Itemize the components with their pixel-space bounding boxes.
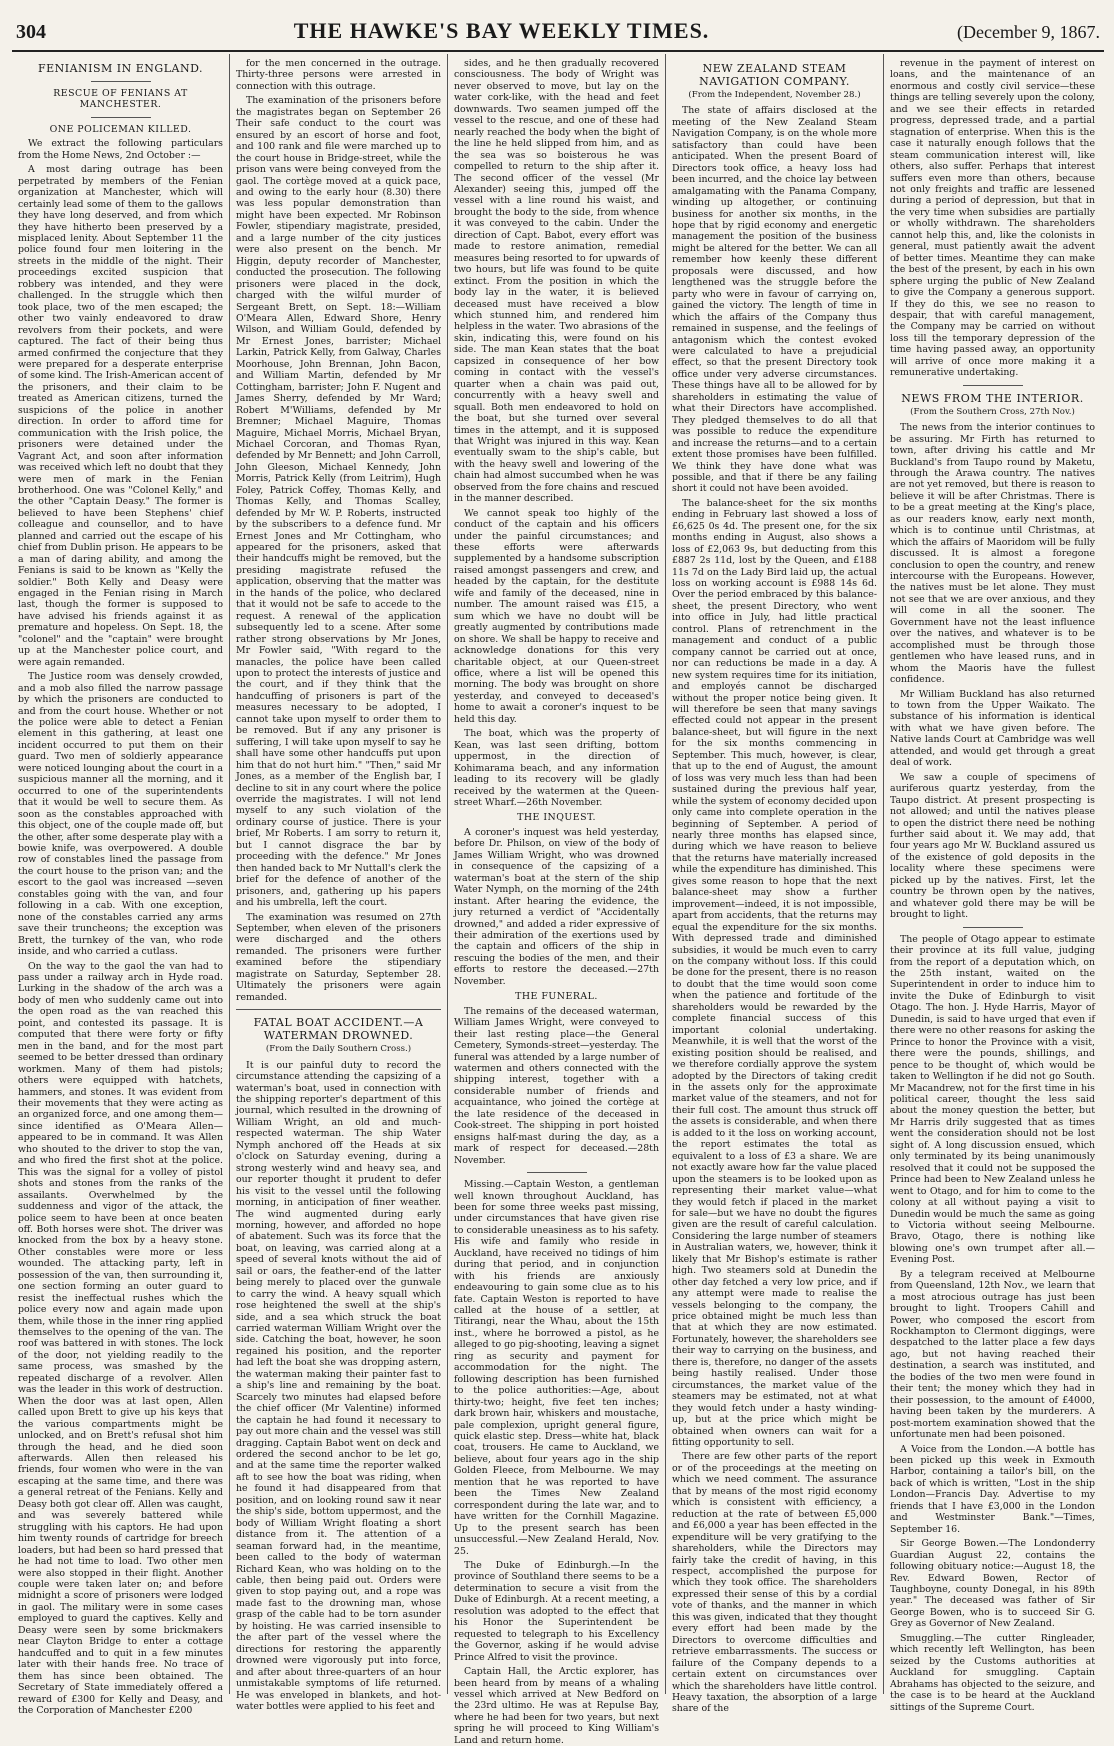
- paragraph: revenue in the payment of interest on loans, and the maintenance of an enormous and costly civil service—these things are telling severely upon the colony, and we see their effects in retarded progress, depressed trade, and a partial stagnation of enterprise. When this is the case it naturally enough follows that the steam communication interest will, like others, also suffer. Perhaps that interest suffers even more than others, because not only freights and traffic are lessened during a period of depression, but that in the very time when subsidies are partially or wholly withdrawn. The shareholders cannot help this, and, like the colonists in general, must patiently await the advent of better times. Meantime they can make the best of the present, by each in his own sphere urging the public of New Zealand to give the Company a generous support. If they do this, we see no reason to despair, that with careful management, the Company may be carried on without loss till the temporary depression of the time having passed away, an opportunity will arrive of once more making it a remunerative undertaking.: [890, 58, 1095, 379]
- divider: [91, 81, 151, 82]
- paragraph: We saw a couple of specimens of auriferous quartz yesterday, from the Taupo district. At present prospecting is not allowed; and until the natives please to open the district there need be nothing further said about it. We may add, that four years ago Mr W. Buckland assured us of the existence of gold deposits in the locality where these specimens were picked up by the natives. First, let the country be thrown open by the natives, and whatever gold there may be will be brought to light.: [890, 771, 1095, 921]
- paragraph: The remains of the deceased waterman, William James Wright, were conveyed to their last resting place—the General Cemetery, Symonds-street—yesterday. The funeral was attended by a large number of watermen and others connected with the shipping interest, together with a considerable number of friends and acquaintance, who joined the cortège at the late residence of the deceased in Cook-street. The shipping in port hoisted ensigns half-mast during the day, as a mark of respect for deceased.—28th November.: [454, 1005, 659, 1166]
- column-3: [448, 54, 666, 1746]
- paragraph: Missing.—Captain Weston, a gentleman well known throughout Auckland, has been for some three weeks past missing, under circumstances that have given rise to considerable uneasiness as to his safety. His wife and family who reside in Auckland, have received no tidings of him during that period, and in conjunction with his friends are anxiously endeavouring to gain some clue as to his fate. Captain Weston is reported to have called at the house of a settler, at Titirangi, near the Whau, about the 15th inst., where he borrowed a pistol, as he alleged to go pig-shooting, leaving a signet ring as security and payment for accommodation for the night. The following description has been furnished to the police authorities:—Age, about thirty-two; height, five feet ten inches; dark brown hair, whiskers and moustache, pale complexion, upright general figure, quick elastic step. Dress—white hat, black coat, trousers. He came to Auckland, we believe, about four years ago in the ship Golden Fleece, from Melbourne. We may mention that he was reported to have been the Times New Zealand correspondent during the late war, and to have written for the Cornhill Magazine. Up to the present search has been unsuccessful.—New Zealand Herald, Nov. 25.: [454, 1179, 659, 1557]
- paragraph: We cannot speak too highly of the conduct of the captain and his officers under the painful circumstances; and these efforts were afterwards supplemented by a handsome subscription raised amongst passengers and crew, and headed by the captain, for the destitute wife and family of the deceased, nine in number. The amount raised was £15, a sum which we have no doubt will be greatly augmented by contributions made on shore. We shall be happy to receive and acknowledge donations for this very charitable object, at our Queen-street office, where a list will be opened this morning. The body was brought on shore yesterday, and conveyed to deceased's home to await a coroner's inquest to be held this day.: [454, 507, 659, 725]
- paragraph: On the way to the gaol the van had to pass under a railway arch in Hyde road. Lurking in the shadow of the arch was a body of men who suddenly came out into the open road as the van reached this point, and contested its passage. It is computed that there were forty or fifty men in the band, and for the most part seemed to be better dressed than ordinary workmen. Many of them had pistols; others were equipped with hatchets, hammers, and stones. It was evident from their movements that they were acting as an organized force, and one among them—since identified as O'Meara Allen—appeared to be in command. It was Allen who shouted to the driver to stop the van, and who fired the first shot at the police. This was the signal for a volley of pistol shots and stones from the ranks of the assailants. Overwhelmed by the suddenness and vigor of the attack, the police seem to have been at once beaten off. Both horses were shot. The driver was knocked from the box by a heavy stone. Other constables were more or less wounded. The attacking party, left in possession of the van, then surrounding it, one section forming an outer guard to resist the ineffectual rushes which the police every now and again made upon them, while those in the inner ring applied themselves to the opening of the van. The roof was battered in with stones. The lock of the door, not yielding readily to the same process, was smashed by the repeated discharge of a revolver. Allen was the leader in this work of destruction. When the door was at last open, Allen called upon Brett to give up his keys that the various compartments might be unlocked, and on Brett's refusal shot him through the head, and he died soon afterwards. Allen then released his friends, four women who were in the van escaping at the same time, and there was a general retreat of the Fenians. Kelly and Deasy both got clear off. Allen was caught, and was severely battered while struggling with his captors. He had upon him twenty rounds of cartridge for breech loaders, but had been so hard pressed that he had not time to load. Two other men were also stopped in their flight. Another couple were taken later on; and before midnight a score of prisoners were lodged in gaol. The military were in some cases employed to guard the captives. Kelly and Deasy were seen by some brickmakers near Clayton Bridge to enter a cottage handcuffed and to quit in a few minutes later with their hands free. No trace of them has since been obtained. The Secretary of State immediately offered a reward of £300 for Kelly and Deasy, and the Corporation of Manchester £200: [18, 960, 223, 1716]
- paragraph: The state of affairs disclosed at the meeting of the New Zealand Steam Navigation Company, is on the whole more satisfactory than could have been anticipated. When the present Board of Directors took office, a heavy loss had been incurred, and the choice lay between amalgamating with the Panama Company, winding up altogether, or continuing business for another six months, in the hope that by rigid economy and energetic management the position of the business might be altered for the better. We can all remember how keenly these different proposals were discussed, and how lengthened was the struggle before the party who were in favour of carrying on, gained the victory. The length of time in which the affairs of the Company thus remained in suspense, and the feelings of antagonism which the contest evoked were calculated to have a prejudicial effect, so that the present Directory took office under very adverse circumstances. These things have all to be allowed for by shareholders in estimating the value of what their Directors have accomplished. They pledged themselves to do all that was possible to reduce the expenditure and increase the returns—and to a certain extent those promises have been fulfilled. We think they have done what was possible, and that if there be any failing short it could not have been avoided.: [672, 105, 877, 495]
- article-heading-boat-accident: FATAL BOAT ACCIDENT.—A WATERMAN DROWNED.: [253, 1016, 424, 1043]
- paragraph: A Voice from the London.—A bottle has been picked up this week in Exmouth Harbor, containing a tailor's bill, on the back of which is written, "Lost in the ship London—Francis Day. Advertise to my friends that I have £3,000 in the London and Westminster Bank."—Times, September 16.: [890, 1443, 1095, 1535]
- paragraph: The Justice room was densely crowded, and a mob also filled the narrow passage by which the prisoners are conducted to and from the court house. Whether or not the police were able to detect a Fenian element in this gathering, at least one incident occurred to put them on their guard. Two men of soldierly appearance were noticed lounging about the court in a suspicious manner all the morning, and it occurred to one of the superintendents that it would be well to secure them. As soon as the constables approached with this object, one of the couple made off, but the other, after some desperate play with a bowie knife, was overpowered. A double row of constables lined the passage from the court house to the prison van; and the escort to the gaol was increased —seven constables going with the van, and four following in a cab. With one exception, none of the constables carried any arms save their truncheons; the exception was Brett, the turnkey of the van, who rode inside, and who carried a cutlass.: [18, 671, 223, 958]
- paragraph: sides, and he then gradually recovered consciousness. The body of Wright was never observed to move, but lay on the water cork-like, with the head and feet downwards. Two seamen jumped off the vessel to the rescue, and one of these had nearly reached the body when the bight of the line he held slipped from him, and as the sea was so boisterous he was compelled to return to the ship after it. The second officer of the vessel (Mr Alexander) seeing this, jumped off the vessel with a line round his waist, and brought the body to the side, from whence it was conveyed to the cabin. Under the direction of Capt. Babot, every effort was made to restore animation, remedial measures being resorted to for upwards of two hours, but life was found to be quite extinct. From the position in which the body lay in the water, it is believed deceased must have received a blow which stunned him, and rendered him helpless in the water. Two abrasions of the skin, indicating this, were found on his side. The man Kean states that the boat capsized in consequence of her bow coming in contact with the vessel's quarter when a chain was paid out, concurrently with a heavy swell and squall. Both men endeavored to hold on the boat, but she turned over several times in the attempt, and it is supposed that Wright was injured in this way. Kean eventually swam to the ship's cable, but with the heavy swell and lowering of the chain had almost succumbed when he was observed from the fore chains and rescued in the manner described.: [454, 58, 659, 505]
- columns: [12, 54, 1104, 1746]
- paragraph: for the men concerned in the outrage. Thirty-three persons were arrested in connection with this outrage.: [236, 58, 441, 92]
- paragraph: Captain Hall, the Arctic explorer, has been heard from by means of a whaling vessel which arrived at New Bedford on the 23rd ultimo. He was at Repulse Bay, where he had been for two years, but next spring he will proceed to King William's Land and return home.: [454, 1666, 659, 1746]
- paragraph: Sir George Bowen.—The Londonderry Guardian August 22, contains the following obituary notice:—August 18, the Rev. Edward Bowen, Rector of Taughboyne, county Donegal, in his 89th year." The deceased was father of Sir George Bowen, who is to succeed Sir G. Grey as Governor of New Zealand.: [890, 1538, 1095, 1630]
- divider: [963, 927, 1023, 928]
- divider: [527, 1172, 587, 1173]
- article-source: (From the Independent, November 28.): [688, 90, 861, 100]
- column-2: [230, 54, 448, 1712]
- paragraph: The examination was resumed on 27th September, when eleven of the prisoners were discharged and the others remanded. The prisoners were further examined before the stipendiary magistrate on Saturday, September 28. Ultimately the prisoners were again remanded.: [236, 911, 441, 1003]
- divider: [236, 1009, 441, 1010]
- section-heading-inquest: THE INQUEST.: [517, 812, 596, 824]
- divider: [963, 385, 1023, 386]
- newspaper-title: THE HAWKE'S BAY WEEKLY TIMES.: [293, 18, 710, 43]
- paragraph: There are few other parts of the report or of the proceedings at the meeting on which we need comment. The assurance that by means of the most rigid economy which is consistent with efficiency, a reduction at the rate of between £5,000 and £6,000 a year has been effected in the expenditure will be very gratifying to the shareholders, while the Directors may fairly take the credit of having, in this respect, accomplished the purpose for which they took office. The shareholders expressed their sense of this by a cordial vote of thanks, and the manner in which this was given, indicated that they thought every effort had been made by the Directors to overcome difficulties and retrieve embarrassments. The success or failure of the Company depends to a certain extent on circumstances over which the shareholders have little control. Heavy taxation, the absorption of a large share of the: [672, 1451, 877, 1715]
- paragraph: Mr William Buckland has also returned to town from the Upper Waikato. The substance of his information is identical with what we have given before. The Native lands Court at Cambridge was well attended, and would get through a great deal of work.: [890, 688, 1095, 769]
- paragraph: The Duke of Edinburgh.—In the province of Southland there seems to be a determination to secure a visit from the Duke of Edinburgh. At a recent meeting, a resolution was adopted to the effect that his Honor the Superintendent be requested to telegraph to his Excellency the Governor, asking if he would advise Prince Alfred to visit the province.: [454, 1560, 659, 1663]
- paragraph: The examination of the prisoners before the magistrates began on September 26 Their safe conduct to the court was ensured by an escort of horse and foot, and 100 rank and file were marched up to the court house in Bridge-street, while the prison vans were being conveyed from the gaol. The cortège moved at a quick pace, and owing to the early hour (8.30) there was less popular demonstration than might have been expected. Mr Robinson Fowler, stipendiary magistrate, presided, and a large number of the city justices were also present on the bench. Mr Higgin, deputy recorder of Manchester, conducted the prosecution. The following prisoners were placed in the dock, charged with the wilful murder of Sergeant Brett, on Sept. 18:—William O'Meara Allen, Edward Shore, Henry Wilson, and William Gould, defended by Mr Ernest Jones, barrister; Michael Larkin, Patrick Kelly, from Galway, Charles Moorhouse, John Brennan, John Bacon, and William Martin, defended by Mr Cottingham, barrister; John F. Nugent and James Sherry, defended by Mr Ward; Robert M'Williams, defended by Mr Bremner; Michael Maguire, Thomas Maguire, Michael Morris, Michael Bryan, Michael Corcoran, and Thomas Ryan, defended by Mr Bennett; and John Carroll, John Gleeson, Michael Kennedy, John Morris, Patrick Kelly (from Leitrim), Hugh Foley, Patrick Coffey, Thomas Kelly, and Thomas Kelly, and Thomas Scalley, defended by Mr W. P. Roberts, instructed by the subscribers to a defence fund. Mr Ernest Jones and Mr Cottingham, who appeared for the prisoners, asked that their handcuffs might be removed, but the presiding magistrate refused the application, observing that the matter was in the hands of the police, who declared that it would not be safe to accede to the request. A renewal of the application subsequently led to a scene. After some rather strong observations by Mr Jones, Mr Fowler said, "With regard to the manacles, the police have been called upon to protect the interests of justice and the court, and if they think that the handcuffing of prisoners is part of the measures necessary to be adopted, I cannot take upon myself to order them to be removed. But if any any prisoner is suffering, I will take upon myself to say he shall have some other handcuffs put upon him that do not hurt him." "Then," said Mr Jones, as a member of the English bar, I decline to sit in any court where the police override the magistrates. I will not lend myself to any such violation of the ordinary course of justice. There is your brief, Mr Roberts. I am sorry to return it, but I cannot disgrace the bar by proceeding with the defence." Mr Jones then handed back to Mr Nuttall's clerk the brief for the defence of another of the prisoners, and, gathering up his papers and his umbrella, left the court.: [236, 95, 441, 909]
- page-number: 304: [16, 21, 46, 43]
- paragraph: A most daring outrage has been perpetrated by members of the Fenian organization at Manchester, which will certainly lead some of them to the gallows they have long deserved, and from which they have hitherto been preserved by a misplaced lenity. About September 11 the police found four men loitering in the streets in the middle of the night. Their proceedings excited suspicion that robbery was intended, and they were challenged. In the struggle which then took place, two of the men escaped; the other two vainly endeavored to draw revolvers from their pockets, and were captured. The fact of their being thus armed confirmed the conjecture that they were prepared for a desperate enterprise of some kind. The Irish-American accent of the prisoners, and their claim to be treated as American citizens, turned the suspicions of the police in another direction. In order to afford time for communication with the Irish police, the prisoners were detained under the Vagrant Act, and soon after information was received which left no doubt that they were men of mark in the Fenian brotherhood. One was "Colonel Kelly," and the other "Captain Deasy." The former is believed to have been Stephens' chief colleague and counsellor, and to have planned and carried out the escape of his chief from Dublin prison. He appears to be a man of daring ability, and among the Fenians is said to be known as "Kelly the soldier." Both Kelly and Deasy were engaged in the Fenian rising in March last, though the former is supposed to have advised his friends against it as premature and hopeless. On Sept. 18, the "colonel" and the "captain" were brought up at the Manchester police court, and were again remanded.: [18, 164, 223, 668]
- paragraph: It is our painful duty to record the circumstance attending the capsizing of a waterman's boat, used in connection with the shipping reporter's department of this journal, which resulted in the drowning of William Wright, an old and much-respected waterman. The ship Water Nymph anchored off the Heads at six o'clock on Saturday evening, during a strong westerly wind and heavy sea, and our reporter thought it prudent to defer his visit to the vessel until the following morning, in anticipation of finer weather. The wind augmented during early morning, however, and afforded no hope of abatement. Such was its force that the boat, on leaving, was carried along at a speed of several knots without the aid of sail or oars, the feather-end of the latter being merely to placed over the gunwale to carry the wind. A heavy squall which rose heightened the swell at the ship's side, and a sea which struck the boat carried waterman William Wright over the side. Catching the boat, however, he soon regained his position, and the reporter had left the boat she was dropping astern, the waterman making their painter fast to a ship's line and remaining by the boat. Scarcely two minutes had elapsed before the chief officer (Mr Valentine) informed the captain he had found it necessary to pay out more chain and the vessel was still dragging. Captain Babot went on deck and ordered the second anchor to be let go, and at the same time the reporter walked aft to see how the boat was riding, when he found it had disappeared from that position, and on looking round saw it near the ship's side, bottom uppermost, and the body of William Wright floating a short distance from it. The attention of a seaman forward had, in the meantime, been called to the body of waterman Richard Kean, who was holding on to the cable, then being paid out. Orders were given to stop paying out, and a rope was made fast to the drowning man, whose grasp of the cable had to be torn asunder by hoisting. He was carried insensible to the after part of the vessel where the directions for restoring the apparently drowned were vigorously put into force, and after about three-quarters of an hour unmistakable symptoms of life returned. He was enveloped in blankets, and hot-water bottles were applied to his feet and: [236, 1059, 441, 1712]
- column-4: [666, 54, 884, 1715]
- paragraph: A coroner's inquest was held yesterday, before Dr. Philson, on view of the body of James William Wright, who was drowned in consequence of the capsizing of a waterman's boat at the stern of the ship Water Nymph, on the morning of the 24th instant. After hearing the evidence, the jury returned a verdict of "Accidentally drowned," and added a rider expressive of their admiration of the exertions used by the captain and officers of the ship in rescuing the bodies of the men, and their efforts to restore the deceased.—27th November.: [454, 826, 659, 987]
- paragraph: The news from the interior continues to be assuring. Mr Firth has returned to town, after driving his cattle and Mr Buckland's from Taupo round by Maketu, through the Arawa country. The natives are not yet removed, but there is reason to believe it will be after Christmas. There is to be a great meeting at the King's place, as our readers know, early next month, which is to continue until Christmas, at which the affairs of Maoridom will be fully discussed. It is almost a foregone conclusion to open the country, and renew intercourse with the Europeans. However, the natives must be let alone. They must not see that we are over anxious, and they will come in all the sooner. The Government have not the least influence over the natives, and whatever is to be accomplished must be through those gentlemen who have leased runs, and in whom the Maoris have the fullest confidence.: [890, 422, 1095, 686]
- column-5: [884, 54, 1101, 1713]
- paragraph: The people of Otago appear to estimate their province at its full value, judging from the report of a deputation which, on the 25th instant, waited on the Superintendent in order to induce him to invite the Duke of Edinburgh to visit Otago. The hon. J. Hyde Harris, Mayor of Dunedin, is said to have urged that even if there were no other reasons for asking the Prince to honor the Province with a visit, there were the pounds, shillings, and pence to be thought of, which would be taken to Wellington if he did not go South. Mr Macandrew, not for the first time in his political career, thought the less said about the money question the better, but Mr Harris drily suggested that as times went the consideration should not be lost sight of. A long discussion ensued, which only terminated by its being unanimously resolved that it could not be supposed the Prince had been to New Zealand unless he went to Otago, and for him to come to the colony at all without paying a visit to Dunedin would be much the same as going to Victoria without seeing Melbourne. Bravo, Otago, there is nothing like blowing one's own trumpet after all.—Evening Post.: [890, 933, 1095, 1266]
- article-source: (From the Daily Southern Cross.): [265, 1044, 412, 1055]
- article-heading-interior-news: NEWS FROM THE INTERIOR.: [901, 391, 1084, 405]
- article-heading-steam-navigation: NEW ZEALAND STEAM NAVIGATION COMPANY.: [699, 62, 850, 88]
- section-heading-funeral: THE FUNERAL.: [515, 991, 598, 1003]
- paragraph: Smuggling.—The cutter Ringleader, which recently left Wellington, has been seized by the Customs authorities at Auckland for smuggling. Captain Abrahams has objected to the seizure, and the case is to be heard at the Auckland sittings of the Supreme Court.: [890, 1632, 1095, 1713]
- masthead: [12, 14, 1104, 52]
- paragraph: The boat, which was the property of Kean, was last seen drifting, bottom uppermost, in the direction of Kohimarama beach, and any information leading to its recovery will be gladly received by the watermen at the Queen-street Wharf.—26th November.: [454, 728, 659, 808]
- paragraph: We extract the following particulars from the Home News, 2nd October :—: [18, 138, 223, 161]
- article-subheading-rescue: RESCUE OF FENIANS AT MANCHESTER.: [53, 88, 188, 111]
- article-subheading-policeman: ONE POLICEMAN KILLED.: [49, 123, 192, 135]
- article-heading-fenianism: FENIANISM IN ENGLAND.: [37, 62, 204, 75]
- issue-date: (December 9, 1867.: [957, 22, 1100, 42]
- paragraph: By a telegram received at Melbourne from Queensland, 12th Nov., we learn that a most atrocious outrage has just been brought to light. Troopers Cahill and Power, who composed the escort from Rockhampton to Clermont diggings, were despatched to the latter place a few days ago, but not having reached their destination, a search was instituted, and the bodies of the two men were found in their tent; the money which they had in their possession, to the amount of £4000, having been taken by the murderers. A post-mortem examination showed that the unfortunate men had been poisoned.: [890, 1268, 1095, 1441]
- column-1: [12, 54, 230, 1716]
- paragraph: The balance-sheet for the six months ending in February last showed a loss of £6,625 0s 4d. The present one, for the six months ending in August, also shows a loss of £2,063 9s, but deducting from this £887 2s 11d, lost by the Queen, and £188 11s 7d on the Lady Bird laid up, the actual loss on working account is £988 14s 6d. Over the period embraced by this balance-sheet, the present Directory, who went into office in July, had little practical control. Plans of retrenchment in the management and conduct of a public company cannot be carried out at once, nor can reductions be made in a day. A new system requires time for its initiation, and employés cannot be discharged without the proper notice being given. It will therefore be seen that many savings effected could not appear in the present balance-sheet, but will figure in the next for the six months commencing in September. This much, however, is clear, that up to the end of August, the amount of loss was very much less than had been sustained during the previous half year, while the system of economy decided upon only came into complete operation in the beginning of September. A period of nearly three months has elapsed since, during which we have reason to believe that the returns have materially increased while the expenditure has diminished. This gives some reason to hope that the next balance-sheet may show a further improvement—indeed, it is not impossible, apart from accidents, that the returns may equal the expenditure for the six months. With depressed trade and diminished subsidies, it would be much even to carry on the company without loss. If this could be done for the present, there is no reason to doubt that the time would soon come when the patience and fortitude of the shareholders would be rewarded by the complete financial success of this important colonial undertaking. Meanwhile, it is well that the worst of the existing position should be realised, and we therefore cordially approve the system adopted by the Directors of taking credit in the assets only for the approximate market value of the steamers, and not for their full cost. The amount thus struck off the assets is considerable, and when there is added to it the loss on working account, the report estimates the total as equivalent to a loss of £3 a share. We are not exactly aware how far the value placed upon the steamers is to be looked upon as representing their market value—what they would fetch if placed in the market for sale—but we have no doubt the figures given are the result of careful calculation. Considering the large number of steamers in Australian waters, we, however, think it likely that Mr Bishop's estimate is rather high. Two steamers sold at Dunedin the other day fetched a very low price, and if any attempt were made to realise the vessels belonging to the company, the price obtained might be much less than that at which they are now estimated. Fortunately, however, the shareholders see their way to carrying on the business, and there is, therefore, no danger of the assets being hastily realised. Under those circumstances, the market value of the steamers may be estimated, not at what they would fetch under a hasty winding-up, but at the price which might be obtained when owners can wait for a fitting opportunity to sell.: [672, 497, 877, 1449]
- divider: [91, 117, 151, 118]
- article-source: (From the Southern Cross, 27th Nov.): [910, 406, 1075, 417]
